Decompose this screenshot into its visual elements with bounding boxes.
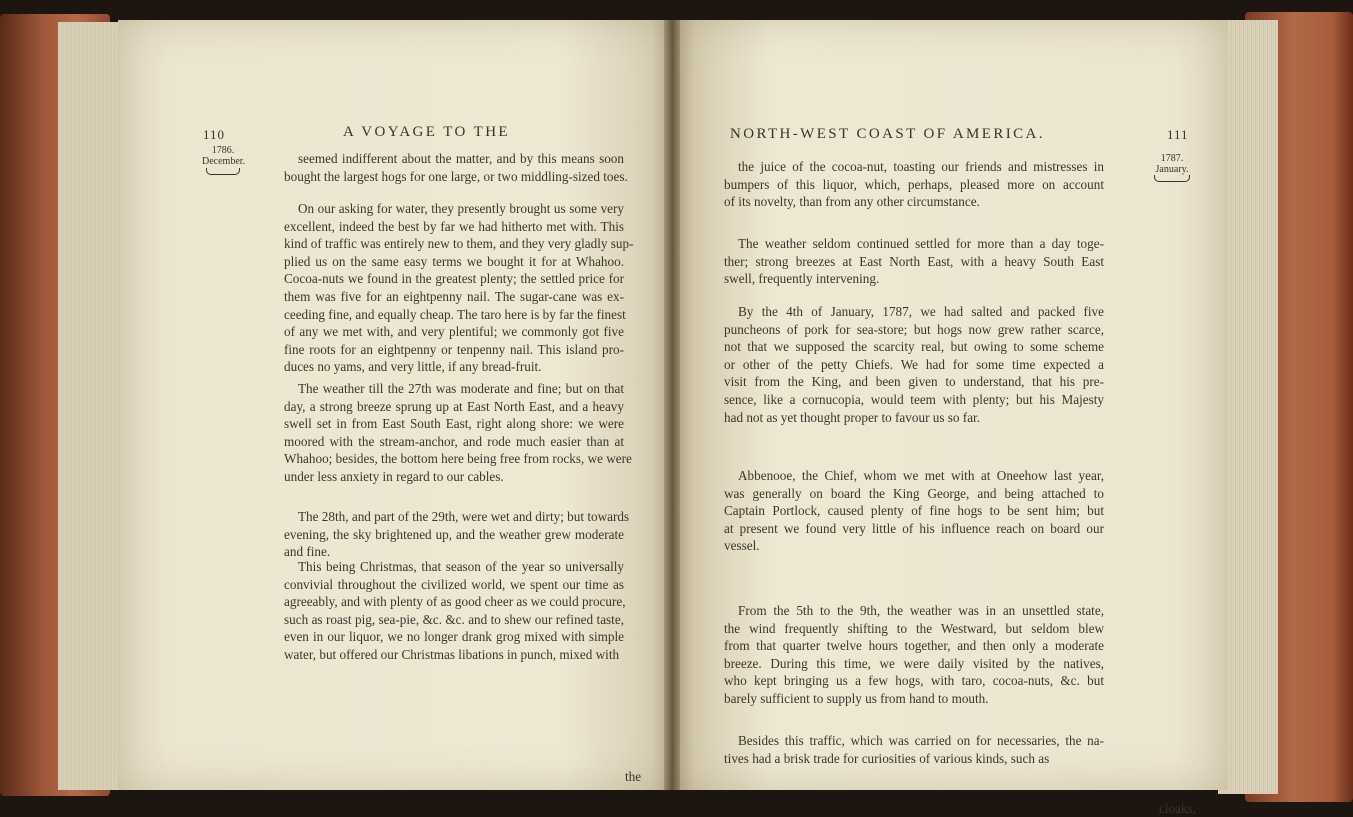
paragraph (724, 303, 1104, 426)
text-line: excellent, indeed the best by far we had hitherto met with. This (284, 218, 624, 234)
text-line: By the 4th of January, 1787, we had salted and packed five (738, 304, 1104, 319)
text-line: vessel. (724, 538, 760, 554)
paragraph (284, 200, 634, 376)
margin-year: 1787. (1160, 153, 1184, 164)
right-page (672, 20, 1228, 816)
text-line: evening, the sky brightened up, and the weather grew moderate (284, 526, 624, 542)
text-line: ther; strong breezes at East North East, with a heavy South East (724, 253, 1104, 269)
paragraph (724, 732, 1104, 767)
paragraph (724, 158, 1104, 211)
margin-month: December. (202, 156, 246, 167)
text-line: Cocoa-nuts we found in the greatest plenty; the settled price for (284, 271, 624, 287)
text-line: of any we met with, and very plentiful; we commonly got five (284, 324, 624, 340)
paragraph (724, 602, 1104, 708)
running-head: NORTH-WEST COAST OF AMERICA. (730, 126, 1045, 142)
text-line: day, a strong breeze sprung up at East North East, and a heavy (284, 398, 624, 414)
text-line: agreeably, and with plenty of as good cheer as we could procure, (284, 594, 626, 610)
catchword: the (625, 769, 642, 784)
text-line: convivial throughout the civilized world, we spent our time as (284, 576, 624, 592)
text-line: This being Christmas, that season of the year so universally (298, 559, 624, 574)
text-line: moored with the stream-anchor, and rode much easier than at (284, 433, 624, 449)
text-line: bumpers of this liquor, which, perhaps, pleased more on account (724, 176, 1104, 192)
text-line: The weather seldom continued settled for more than a day toge- (738, 236, 1104, 251)
text-line: swell set in from East South East, right along shore: we were (284, 416, 624, 432)
text-line: barely sufficient to supply us from hand to mouth. (724, 690, 989, 706)
paragraph (284, 558, 624, 664)
text-line: had not as yet thought proper to favour us so far. (724, 409, 981, 425)
text-line: seemed indifferent about the matter, and by this means soon (298, 151, 624, 166)
text-line: water, but offered our Christmas libations in punch, mixed with (284, 646, 620, 662)
margin-brace (206, 168, 240, 175)
text-line: bought the largest hogs for one large, or two middling-sized toes. (284, 168, 628, 184)
text-line: Whahoo; besides, the bottom here being free from rocks, we were (284, 451, 632, 467)
text-line: such as roast pig, sea-pie, &c. &c. and to shew our refined taste, (284, 611, 624, 627)
text-line: and fine. (284, 544, 331, 560)
text-line: not that we supposed the scarcity real, but owing to some scheme (724, 339, 1104, 355)
text-line: who kept bringing us a few hogs, with taro, cocoa-nuts, &c. but (724, 673, 1104, 689)
text-line: duces no yams, and very little, if any bread-fruit. (284, 359, 542, 375)
text-line: at present we found very little of his influence reach on board our (724, 520, 1104, 536)
text-line: kind of traffic was entirely new to them, and they very gladly sup- (284, 236, 634, 252)
book-gutter (664, 20, 680, 790)
margin-brace (1154, 175, 1190, 182)
text-line: visit from the King, and been given to understand, that his pre- (724, 374, 1104, 390)
paragraph (284, 508, 630, 561)
text-line: swell, frequently intervening. (724, 271, 880, 287)
text-line: was generally on board the King George, and being attached to (724, 485, 1104, 501)
text-line: Abbenooe, the Chief, whom we met with at Oneehow last year, (738, 468, 1104, 483)
text-line: fine roots for an eightpenny or tenpenny nail. This island pro- (284, 341, 624, 357)
text-line: from that quarter twelve hours together, and then only a moderate (724, 638, 1104, 654)
text-line: The 28th, and part of the 29th, were wet and dirty; but towards (298, 509, 630, 524)
text-line: tives had a brisk trade for curiosities of various kinds, such as (724, 750, 1050, 766)
text-line: sence, like a cornucopia, would teem with plenty; but his Majesty (724, 391, 1104, 407)
paragraph (284, 150, 628, 185)
text-line: puncheons of pork for sea-store; but hogs now grew rather scarce, (724, 321, 1104, 337)
paragraph (724, 235, 1104, 288)
text-line: plied us on the same easy terms we bought it for at Whahoo. (284, 253, 624, 269)
text-line: From the 5th to the 9th, the weather was in an unsettled state, (738, 603, 1104, 618)
margin-year: 1786. (211, 145, 235, 156)
running-head: A VOYAGE TO THE (343, 124, 510, 140)
margin-month: January. (1155, 164, 1189, 175)
margin-date-note (1150, 153, 1194, 175)
text-line: On our asking for water, they presently brought us some very (298, 201, 624, 216)
text-line: the juice of the cocoa-nut, toasting our friends and mistresses in (738, 159, 1104, 174)
text-line: breeze. During this time, we were daily visited by the natives, (724, 655, 1104, 671)
margin-date-note (202, 145, 244, 167)
text-line: Captain Portlock, caused plenty of fine hogs to be sent him; but (724, 503, 1104, 519)
catchword: cloaks, (1159, 801, 1196, 816)
paragraph (284, 380, 632, 486)
text-line: of its novelty, than from any other circumstance. (724, 194, 980, 210)
paragraph (724, 467, 1104, 555)
text-line: The weather till the 27th was moderate and fine; but on that (298, 381, 624, 396)
text-line: Besides this traffic, which was carried on for necessaries, the na- (738, 733, 1104, 748)
text-line: even in our liquor, we no longer drank grog mixed with simple (284, 629, 624, 645)
page-number: 111 (1167, 127, 1189, 142)
text-line: the wind frequently shifting to the Westward, but seldom blew (724, 620, 1104, 636)
page-number: 110 (203, 127, 226, 142)
text-line: or other of the petty Chiefs. We had for some time expected a (724, 356, 1104, 372)
text-line: under less anxiety in regard to our cables. (284, 468, 504, 484)
left-page (118, 20, 674, 790)
text-line: ceeding fine, and equally cheap. The taro here is by far the finest (284, 306, 626, 322)
text-line: them was five for an eightpenny nail. The sugar-cane was ex- (284, 288, 624, 304)
